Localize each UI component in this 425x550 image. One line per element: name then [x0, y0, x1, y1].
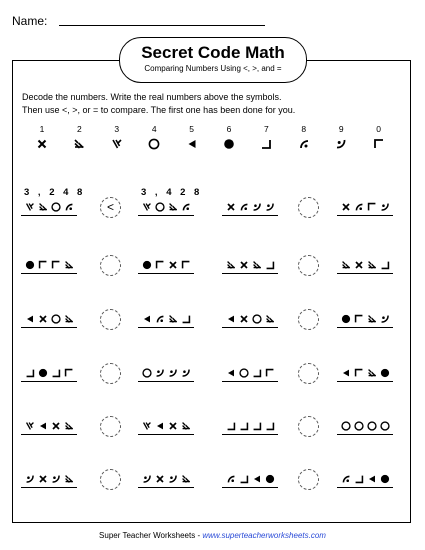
- key-digit: 3: [114, 124, 120, 134]
- key-digit: 9: [338, 124, 344, 134]
- x-icon: [340, 201, 352, 213]
- answer-line[interactable]: [337, 487, 393, 488]
- open-circle-icon: [50, 313, 62, 325]
- corner-top-left-icon: [264, 367, 276, 379]
- corner-bottom-right-icon: [259, 137, 273, 151]
- corner-top-left-icon: [372, 137, 386, 151]
- left-triangle-icon: [185, 137, 199, 151]
- answer-line[interactable]: [222, 215, 278, 216]
- answer-line[interactable]: [138, 381, 194, 382]
- triple-diagonal-right-icon: [63, 313, 75, 325]
- triple-diagonal-right-icon: [225, 259, 237, 271]
- corner-bottom-right-icon: [180, 313, 192, 325]
- open-circle-icon: [141, 367, 153, 379]
- triple-diagonal-right-icon: [340, 259, 352, 271]
- arc-top-left-icon: [353, 201, 365, 213]
- corner-bottom-right-icon: [238, 473, 250, 485]
- footer: [0, 531, 425, 540]
- corner-top-left-icon: [180, 259, 192, 271]
- left-triangle-icon: [141, 313, 153, 325]
- arc-top-left-icon: [63, 201, 75, 213]
- arc-bottom-right-icon: [379, 201, 391, 213]
- corner-bottom-right-icon: [238, 420, 250, 432]
- corner-top-left-icon: [63, 367, 75, 379]
- answer-line[interactable]: [337, 434, 393, 435]
- triple-diagonal-left-icon: [141, 201, 153, 213]
- arc-top-left-icon: [340, 473, 352, 485]
- triple-diagonal-left-icon: [110, 137, 124, 151]
- open-circle-icon: [379, 420, 391, 432]
- key-digit: 5: [189, 124, 194, 134]
- corner-bottom-right-icon: [379, 259, 391, 271]
- corner-bottom-right-icon: [24, 367, 36, 379]
- left-triangle-icon: [251, 473, 263, 485]
- answer-line[interactable]: [138, 487, 194, 488]
- arc-bottom-right-icon: [24, 473, 36, 485]
- triple-diagonal-left-icon: [24, 201, 36, 213]
- arc-bottom-right-icon: [167, 473, 179, 485]
- triple-diagonal-right-icon: [63, 420, 75, 432]
- arc-top-left-icon: [180, 201, 192, 213]
- x-icon: [35, 137, 49, 151]
- comparison-circle[interactable]: <: [100, 197, 121, 218]
- triple-diagonal-right-icon: [37, 201, 49, 213]
- key-digit: 0: [376, 124, 381, 134]
- left-triangle-icon: [340, 367, 352, 379]
- x-icon: [50, 420, 62, 432]
- key-digit: 8: [301, 124, 307, 134]
- comparison-circle[interactable]: [298, 197, 319, 218]
- answer-line[interactable]: [222, 327, 278, 328]
- corner-top-left-icon: [37, 259, 49, 271]
- name-line[interactable]: [59, 25, 265, 26]
- x-icon: [167, 420, 179, 432]
- corner-top-left-icon: [353, 367, 365, 379]
- key-digit: 1: [39, 124, 45, 134]
- answer-line[interactable]: [222, 381, 278, 382]
- arc-top-left-icon: [225, 473, 237, 485]
- arc-top-left-icon: [238, 201, 250, 213]
- arc-bottom-right-icon: [154, 367, 166, 379]
- triple-diagonal-right-icon: [251, 259, 263, 271]
- answer-line[interactable]: [21, 381, 77, 382]
- filled-circle-icon: [340, 313, 352, 325]
- comparison-circle[interactable]: [298, 469, 319, 490]
- triple-diagonal-right-icon: [264, 313, 276, 325]
- corner-top-left-icon: [50, 259, 62, 271]
- x-icon: [37, 313, 49, 325]
- filled-circle-icon: [222, 137, 236, 151]
- x-icon: [238, 259, 250, 271]
- name-label: Name:: [12, 14, 48, 28]
- left-triangle-icon: [24, 313, 36, 325]
- open-circle-icon: [340, 420, 352, 432]
- triple-diagonal-right-icon: [180, 473, 192, 485]
- triple-diagonal-right-icon: [63, 259, 75, 271]
- comparison-circle[interactable]: [298, 363, 319, 384]
- instruction-line-1: Decode the numbers. Write the real numbers above the symbols.: [22, 92, 282, 102]
- key-digit: 7: [264, 124, 269, 134]
- answer-line[interactable]: [138, 215, 194, 216]
- open-circle-icon: [251, 313, 263, 325]
- page-subtitle: Comparing Numbers Using <, >, and =: [144, 64, 282, 73]
- answer-line[interactable]: [222, 434, 278, 435]
- title-box: [119, 37, 307, 83]
- arc-bottom-right-icon: [180, 367, 192, 379]
- triple-diagonal-right-icon: [180, 420, 192, 432]
- answer-line[interactable]: [337, 327, 393, 328]
- answer-line[interactable]: [337, 381, 393, 382]
- corner-top-left-icon: [353, 313, 365, 325]
- arc-top-left-icon: [297, 137, 311, 151]
- x-icon: [353, 259, 365, 271]
- answer-line[interactable]: [138, 273, 194, 274]
- key-digit: 2: [77, 124, 82, 134]
- answer-line[interactable]: [21, 487, 77, 488]
- corner-bottom-right-icon: [353, 473, 365, 485]
- triple-diagonal-right-icon: [167, 313, 179, 325]
- arc-bottom-right-icon: [264, 201, 276, 213]
- triple-diagonal-right-icon: [167, 201, 179, 213]
- filled-circle-icon: [24, 259, 36, 271]
- answer-line[interactable]: [21, 327, 77, 328]
- triple-diagonal-right-icon: [366, 313, 378, 325]
- x-icon: [238, 313, 250, 325]
- triple-diagonal-right-icon: [366, 259, 378, 271]
- arc-bottom-right-icon: [379, 313, 391, 325]
- filled-circle-icon: [141, 259, 153, 271]
- comparison-circle[interactable]: [100, 363, 121, 384]
- left-triangle-icon: [37, 420, 49, 432]
- open-circle-icon: [147, 137, 161, 151]
- footer-text: Super Teacher Worksheets -: [99, 531, 203, 540]
- comparison-circle[interactable]: [298, 255, 319, 276]
- filled-circle-icon: [379, 367, 391, 379]
- x-icon: [167, 259, 179, 271]
- arc-bottom-right-icon: [167, 367, 179, 379]
- x-icon: [37, 473, 49, 485]
- decoded-number: 3 , 4 2 8: [141, 187, 203, 198]
- comparison-circle[interactable]: [100, 416, 121, 437]
- filled-circle-icon: [264, 473, 276, 485]
- x-icon: [225, 201, 237, 213]
- key-digit: 4: [151, 124, 157, 134]
- footer-link[interactable]: www.superteacherworksheets.com: [202, 531, 326, 540]
- comparison-circle[interactable]: [100, 309, 121, 330]
- instruction-line-2: Then use <, >, or = to compare. The first one has been done for you.: [22, 105, 296, 115]
- decoded-number: 3 , 2 4 8: [24, 187, 86, 198]
- answer-line[interactable]: [222, 487, 278, 488]
- comparison-circle[interactable]: [100, 255, 121, 276]
- triple-diagonal-left-icon: [24, 420, 36, 432]
- triple-diagonal-left-icon: [141, 420, 153, 432]
- page-title: Secret Code Math: [141, 43, 285, 62]
- comparison-circle[interactable]: [298, 416, 319, 437]
- answer-line[interactable]: [21, 215, 77, 216]
- arc-bottom-right-icon: [50, 473, 62, 485]
- answer-line[interactable]: [337, 215, 393, 216]
- corner-bottom-right-icon: [225, 420, 237, 432]
- open-circle-icon: [353, 420, 365, 432]
- left-triangle-icon: [225, 367, 237, 379]
- arc-top-left-icon: [154, 313, 166, 325]
- corner-bottom-right-icon: [264, 259, 276, 271]
- open-circle-icon: [50, 201, 62, 213]
- filled-circle-icon: [379, 473, 391, 485]
- comparison-circle[interactable]: [100, 469, 121, 490]
- answer-line[interactable]: [337, 273, 393, 274]
- x-icon: [154, 473, 166, 485]
- corner-bottom-right-icon: [251, 367, 263, 379]
- answer-line[interactable]: [21, 434, 77, 435]
- corner-top-left-icon: [366, 201, 378, 213]
- key-digit: 6: [226, 124, 232, 134]
- left-triangle-icon: [225, 313, 237, 325]
- corner-top-left-icon: [154, 259, 166, 271]
- answer-line[interactable]: [138, 434, 194, 435]
- corner-bottom-right-icon: [50, 367, 62, 379]
- open-circle-icon: [366, 420, 378, 432]
- open-circle-icon: [154, 201, 166, 213]
- arc-bottom-right-icon: [251, 201, 263, 213]
- arc-bottom-right-icon: [334, 137, 348, 151]
- triple-diagonal-right-icon: [63, 473, 75, 485]
- open-circle-icon: [238, 367, 250, 379]
- left-triangle-icon: [366, 473, 378, 485]
- answer-line[interactable]: [222, 273, 278, 274]
- answer-line[interactable]: [138, 327, 194, 328]
- left-triangle-icon: [154, 420, 166, 432]
- filled-circle-icon: [37, 367, 49, 379]
- arc-bottom-right-icon: [141, 473, 153, 485]
- triple-diagonal-right-icon: [366, 367, 378, 379]
- corner-bottom-right-icon: [251, 420, 263, 432]
- triple-diagonal-right-icon: [72, 137, 86, 151]
- corner-bottom-right-icon: [264, 420, 276, 432]
- comparison-circle[interactable]: [298, 309, 319, 330]
- answer-line[interactable]: [21, 273, 77, 274]
